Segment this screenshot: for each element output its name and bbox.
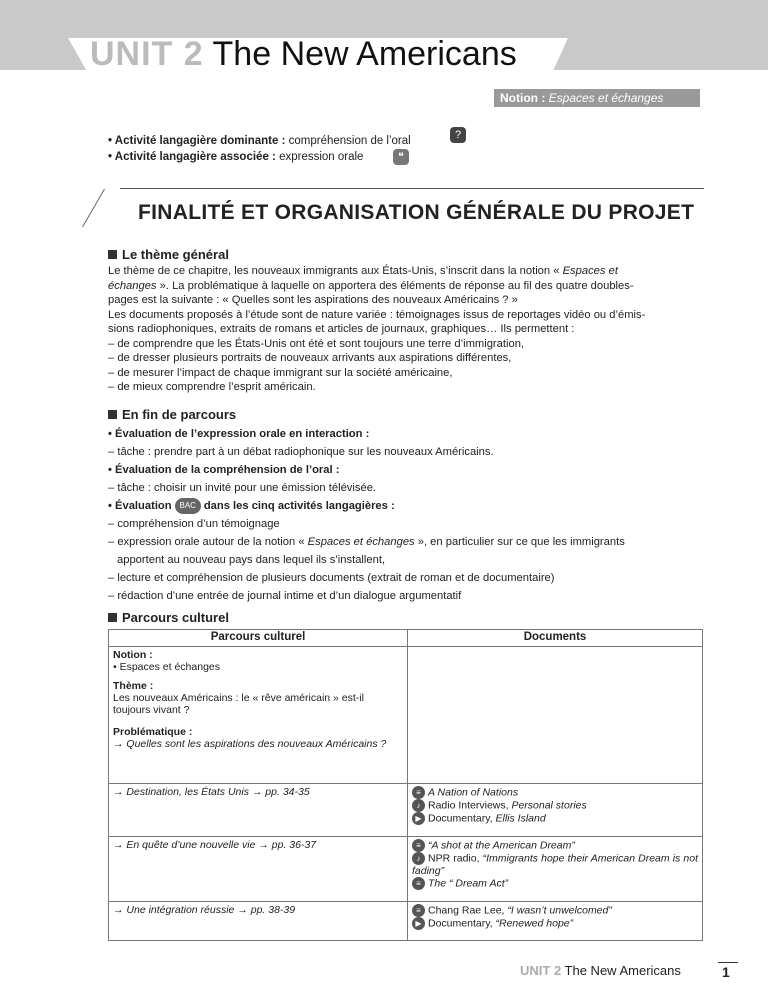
doc-title: “I wasn’t unwelcomed” bbox=[507, 904, 612, 917]
section-title: FINALITÉ ET ORGANISATION GÉNÉRALE DU PROJET bbox=[138, 201, 695, 224]
row-docs bbox=[408, 784, 703, 837]
fin-i3: – lecture et compréhension de plusieurs documents (extrait de roman et de documentaire) bbox=[108, 572, 555, 584]
text-doc-icon: ≡ bbox=[412, 786, 425, 799]
table-row bbox=[109, 784, 703, 837]
doc-title: “Renewed hope” bbox=[495, 917, 574, 930]
doc-title: The “ Dream Act” bbox=[428, 877, 509, 890]
text-doc-icon: ≡ bbox=[412, 877, 425, 890]
notion-badge-value: Espaces et échanges bbox=[548, 91, 664, 105]
audio-doc-icon: ♪ bbox=[412, 799, 425, 812]
col-parcours-header: Parcours culturel bbox=[109, 630, 408, 647]
associated-value: expression orale bbox=[275, 151, 364, 163]
parcours-heading: Parcours culturel bbox=[108, 610, 229, 625]
dominant-value: compréhension de l’oral bbox=[285, 135, 411, 147]
fin-b1: • Évaluation de l’expression orale en interaction : bbox=[108, 428, 370, 440]
row-left: → Destination, les États Unis → pp. 34-35 bbox=[109, 784, 408, 837]
fin-i2a: – expression orale autour de la notion « bbox=[108, 536, 308, 548]
row-left: → En quête d’une nouvelle vie → pp. 36-37 bbox=[109, 837, 408, 902]
associated-label: • Activité langagière associée : bbox=[108, 151, 276, 163]
prob-label: Problématique : bbox=[113, 726, 193, 738]
prob-value: → Quelles sont les aspirations des nouveaux Américains ? bbox=[113, 738, 387, 750]
doc-title: Personal stories bbox=[511, 799, 587, 812]
theme-p1c: échanges bbox=[108, 279, 157, 292]
fin-b3b: dans les cinq activités langagières : bbox=[200, 500, 395, 512]
page-number: 1 bbox=[722, 964, 730, 980]
page-number-rule bbox=[718, 962, 738, 963]
notion-label: Notion : bbox=[113, 649, 153, 661]
video-doc-icon: ▶ bbox=[412, 812, 425, 825]
row-docs bbox=[408, 837, 703, 902]
theme-l4: – de mieux comprendre l’esprit américain. bbox=[108, 381, 316, 393]
fin-i4: – rédaction d’une entrée de journal intime et d’un dialogue argumentatif bbox=[108, 590, 462, 602]
doc-source: Documentary, bbox=[428, 917, 496, 930]
unit-title: The New Americans bbox=[212, 35, 517, 73]
parcours-table bbox=[108, 629, 703, 941]
dominant-label: • Activité langagière dominante : bbox=[108, 135, 286, 147]
theme-label: Thème : bbox=[113, 680, 154, 692]
footer-title bbox=[520, 963, 681, 978]
col-documents-header: Documents bbox=[408, 630, 703, 647]
doc-source: Documentary, bbox=[428, 812, 496, 825]
row-docs bbox=[408, 902, 703, 941]
doc-title: “Immigrants hope their American Dream is not fading” bbox=[412, 852, 698, 877]
footer-unit: UNIT 2 bbox=[520, 963, 562, 978]
bac-icon: BAC bbox=[175, 498, 201, 514]
theme-l3: – de mesurer l’impact de chaque immigrant sur la société américaine, bbox=[108, 366, 453, 379]
fin-t1: – tâche : prendre part à un débat radiophonique sur les nouveaux Américains. bbox=[108, 446, 494, 458]
theme-p1d: ». La problématique à laquelle on apportera des éléments de réponse au fil des quatre doubles- bbox=[156, 279, 634, 292]
doc-title: A Nation of Nations bbox=[428, 786, 519, 799]
text-doc-icon: ≡ bbox=[412, 904, 425, 917]
fin-i1: – compréhension d’un témoignage bbox=[108, 518, 280, 530]
section-divider bbox=[120, 188, 704, 189]
speech-icon: ❝ bbox=[393, 149, 409, 165]
theme-p3: sions radiophoniques, extraits de romans et articles de journaux, graphiques… Ils permettent : bbox=[108, 323, 575, 335]
theme-value: Les nouveaux Américains : le « rêve américain » est-il toujours vivant ? bbox=[113, 692, 364, 716]
theme-p1a: Le thème de ce chapitre, les nouveaux immigrants aux États-Unis, s’inscrit dans la notion « bbox=[108, 265, 563, 277]
table-row bbox=[109, 837, 703, 902]
row-left: → Une intégration réussie → pp. 38-39 bbox=[109, 902, 408, 941]
theme-p2: Les documents proposés à l’étude sont de nature variée : témoignages issus de reportages vidéo ou d’émis- bbox=[108, 308, 646, 321]
ear-icon: ? bbox=[450, 127, 466, 143]
fin-i2b: Espaces et échanges bbox=[307, 536, 415, 548]
section-divider-slash bbox=[82, 189, 105, 227]
table-intro-doc-cell bbox=[408, 647, 703, 784]
theme-p1b: Espaces et bbox=[562, 265, 618, 277]
unit-label: UNIT 2 bbox=[90, 35, 204, 73]
theme-text bbox=[108, 264, 703, 395]
doc-source: Radio Interviews, bbox=[428, 799, 512, 812]
footer-text: The New Americans bbox=[561, 963, 681, 978]
doc-title: “A shot at the American Dream” bbox=[428, 839, 575, 852]
video-doc-icon: ▶ bbox=[412, 917, 425, 930]
audio-doc-icon: ♪ bbox=[412, 852, 425, 865]
fin-heading: En fin de parcours bbox=[108, 407, 236, 422]
text-doc-icon: ≡ bbox=[412, 839, 425, 852]
table-row bbox=[109, 902, 703, 941]
notion-badge bbox=[494, 89, 700, 107]
doc-source: NPR radio, bbox=[428, 852, 483, 865]
fin-i2c: », en particulier sur ce que les immigrants bbox=[414, 536, 625, 548]
fin-i2d: apportent au nouveau pays dans lequel ils s’installent, bbox=[117, 554, 386, 566]
doc-title: Ellis Island bbox=[495, 812, 546, 825]
theme-l1: – de comprendre que les États-Unis ont été et sont toujours une terre d’immigration, bbox=[108, 337, 525, 350]
notion-badge-label: Notion : bbox=[500, 91, 549, 105]
page-title bbox=[90, 32, 517, 76]
fin-b2: • Évaluation de la compréhension de l’oral : bbox=[108, 464, 340, 476]
theme-heading: Le thème général bbox=[108, 247, 229, 262]
table-intro-cell bbox=[109, 647, 408, 784]
fin-b3a: • Évaluation bbox=[108, 500, 172, 512]
doc-source: Chang Rae Lee, bbox=[428, 904, 508, 917]
fin-text bbox=[108, 425, 703, 605]
activities-list bbox=[108, 133, 411, 165]
theme-p1e: pages est la suivante : « Quelles sont les aspirations des nouveaux Américains ? » bbox=[108, 294, 518, 306]
fin-t2: – tâche : choisir un invité pour une émission télévisée. bbox=[108, 482, 377, 494]
notion-value: • Espaces et échanges bbox=[113, 661, 220, 673]
theme-l2: – de dresser plusieurs portraits de nouveaux arrivants aux aspirations différentes, bbox=[108, 352, 512, 364]
